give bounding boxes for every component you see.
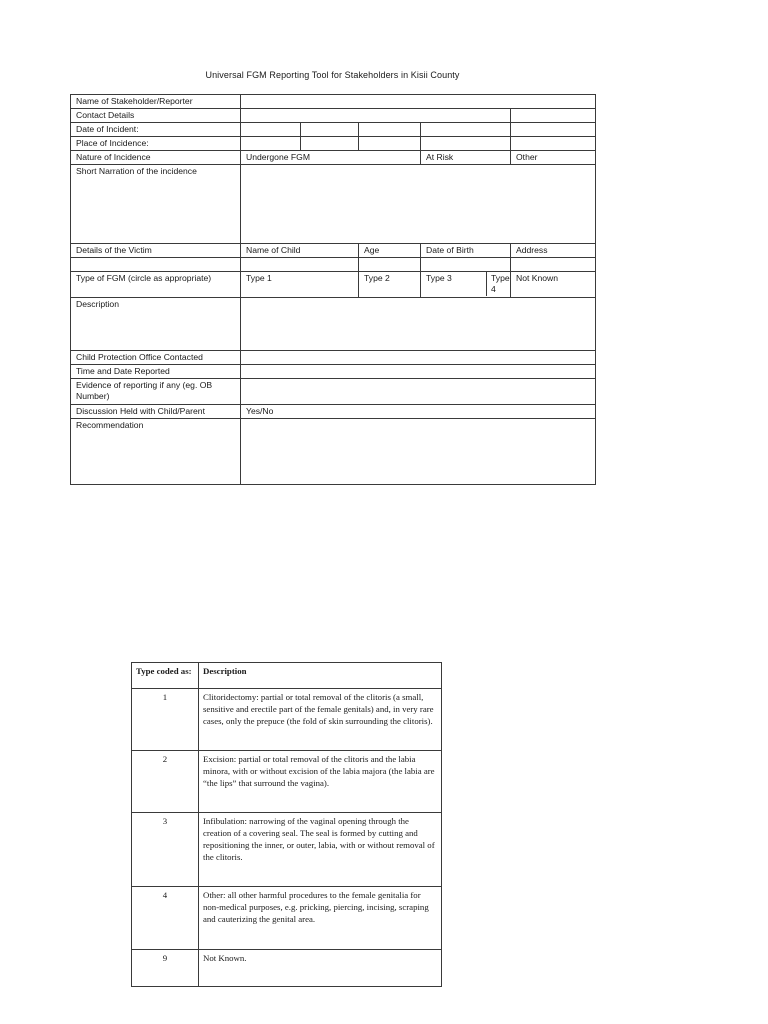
date-of-incident-label: Date of Incident:: [71, 123, 241, 137]
fgm-type-not-known-option[interactable]: Not Known: [511, 272, 596, 298]
victim-age-field[interactable]: [359, 258, 421, 272]
child-protection-label: Child Protection Office Contacted: [71, 351, 241, 365]
discussion-field[interactable]: Yes/No: [241, 405, 596, 419]
type-code-cell: 2: [132, 751, 199, 813]
fgm-type-3-option[interactable]: Type 3: [421, 272, 487, 296]
place-of-incidence-field-3[interactable]: [359, 137, 421, 151]
type-description-cell: Other: all other harmful procedures to the female genitalia for non-medical purposes, e.g. pricking, piercing, incising, scraping and cauterizing the genital area.: [199, 887, 442, 950]
time-date-reported-label: Time and Date Reported: [71, 365, 241, 379]
victim-col-address: Address: [511, 244, 596, 258]
type-description-cell: Infibulation: narrowing of the vaginal opening through the creation of a covering seal. The seal is formed by cutting and repositioning the inner, or outer, labia, with or without removal of the clitoris.: [199, 813, 442, 887]
date-of-incident-field-2[interactable]: [301, 123, 359, 137]
victim-col-date-of-birth: Date of Birth: [421, 244, 511, 258]
date-of-incident-field-4[interactable]: [421, 123, 511, 137]
contact-details-field[interactable]: [241, 109, 511, 123]
name-of-stakeholder-field[interactable]: [241, 95, 596, 109]
name-of-stakeholder-label: Name of Stakeholder/Reporter: [71, 95, 241, 109]
reporting-form-table: [70, 94, 596, 485]
recommendation-field[interactable]: [241, 419, 596, 485]
victim-name-field[interactable]: [241, 258, 359, 272]
place-of-incidence-label: Place of Incidence:: [71, 137, 241, 151]
fgm-type-4-option[interactable]: Type 4: [491, 273, 510, 294]
date-of-incident-field-1[interactable]: [241, 123, 301, 137]
type-code-cell: 9: [132, 950, 199, 987]
fgm-type-2-option[interactable]: Type 2: [359, 272, 421, 298]
short-narration-field[interactable]: [241, 165, 596, 244]
nature-option-at-risk[interactable]: At Risk: [421, 151, 511, 165]
description-field[interactable]: [241, 298, 596, 351]
discussion-label: Discussion Held with Child/Parent: [71, 405, 241, 419]
victim-dob-field[interactable]: [421, 258, 511, 272]
victim-details-label: Details of the Victim: [71, 244, 241, 258]
type-code-cell: 4: [132, 887, 199, 950]
fgm-type-3-4-cell: [421, 272, 511, 298]
victim-details-blank: [71, 258, 241, 272]
contact-details-label: Contact Details: [71, 109, 241, 123]
evidence-field[interactable]: [241, 379, 596, 405]
contact-details-field-extra[interactable]: [511, 109, 596, 123]
type-code-cell: 1: [132, 689, 199, 751]
short-narration-label: Short Narration of the incidence: [71, 165, 241, 244]
victim-address-field[interactable]: [511, 258, 596, 272]
victim-col-age: Age: [359, 244, 421, 258]
fgm-type-label: Type of FGM (circle as appropriate): [71, 272, 241, 298]
type-description-cell: Clitoridectomy: partial or total removal of the clitoris (a small, sensitive and erectile part of the female genitals) and, in very rare cases, only the prepuce (the fold of skin surrounding the clitoris).: [199, 689, 442, 751]
victim-col-name-of-child: Name of Child: [241, 244, 359, 258]
place-of-incidence-field-5[interactable]: [511, 137, 596, 151]
child-protection-field[interactable]: [241, 351, 596, 365]
recommendation-label: Recommendation: [71, 419, 241, 485]
evidence-label: Evidence of reporting if any (eg. OB Number): [71, 379, 241, 405]
nature-option-undergone-fgm[interactable]: Undergone FGM: [241, 151, 421, 165]
type-description-cell: Not Known.: [199, 950, 442, 987]
place-of-incidence-field-2[interactable]: [301, 137, 359, 151]
nature-of-incidence-label: Nature of Incidence: [71, 151, 241, 165]
type-description-cell: Excision: partial or total removal of the clitoris and the labia minora, with or without excision of the labia majora (the labia are “the lips” that surround the vagina).: [199, 751, 442, 813]
date-of-incident-field-3[interactable]: [359, 123, 421, 137]
date-of-incident-field-5[interactable]: [511, 123, 596, 137]
place-of-incidence-field-4[interactable]: [421, 137, 511, 151]
time-date-reported-field[interactable]: [241, 365, 596, 379]
form-title: Universal FGM Reporting Tool for Stakeholders in Kisii County: [205, 70, 460, 80]
place-of-incidence-field-1[interactable]: [241, 137, 301, 151]
nature-option-other[interactable]: Other: [511, 151, 596, 165]
type-codes-table: [131, 662, 442, 987]
type-coded-as-header: Type coded as:: [132, 663, 199, 689]
description-header: Description: [199, 663, 442, 689]
fgm-type-1-option[interactable]: Type 1: [241, 272, 359, 298]
type-code-cell: 3: [132, 813, 199, 887]
description-label: Description: [71, 298, 241, 351]
